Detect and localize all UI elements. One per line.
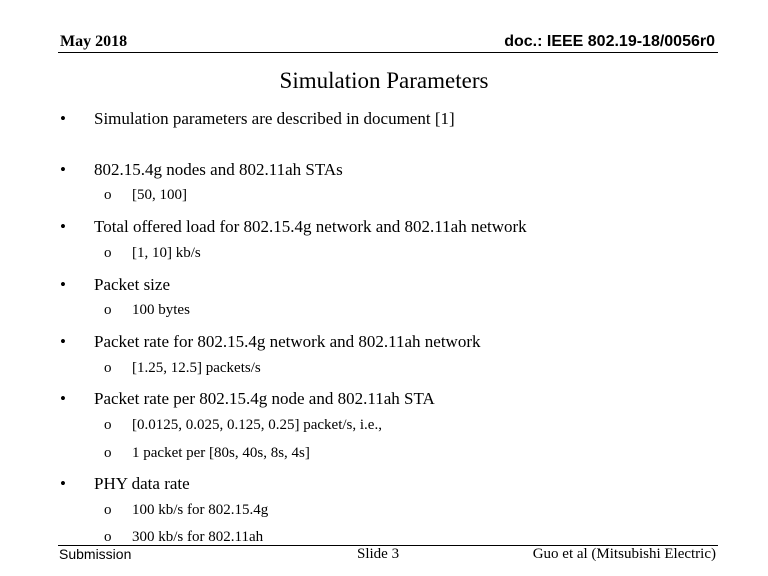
sub-bullet-packet-intervals: 1 packet per [80s, 40s, 8s, 4s] — [132, 445, 310, 461]
sub-bullet-phy-rate-11ah: 300 kb/s for 802.11ah — [132, 529, 264, 545]
sub-bullet-per-node-rates: [0.0125, 0.025, 0.125, 0.25] packet/s, i.e., — [132, 417, 382, 433]
sub-bullet-load-range: [1, 10] kb/s — [132, 245, 201, 261]
footer-slide-number: Slide 3 — [357, 546, 400, 562]
bullet-mark: • — [60, 109, 66, 128]
bullet-mark: • — [60, 217, 66, 236]
bullet-mark: • — [60, 474, 66, 493]
bullet-mark: • — [60, 275, 66, 294]
sub-bullet-mark: o — [104, 187, 112, 203]
bullet-total-offered-load: Total offered load for 802.15.4g network and 802.11ah network — [94, 217, 527, 236]
sub-bullet-node-range: [50, 100] — [132, 187, 187, 203]
sub-bullet-mark: o — [104, 445, 112, 461]
header-date: May 2018 — [60, 33, 128, 50]
bullet-packet-rate-network: Packet rate for 802.15.4g network and 802.11ah network — [94, 332, 481, 351]
footer-authors: Guo et al (Mitsubishi Electric) — [532, 546, 716, 562]
bullet-mark: • — [60, 332, 66, 351]
bullet-mark: • — [60, 160, 66, 179]
sub-bullet-mark: o — [104, 502, 112, 518]
bullet-packet-rate-per-node: Packet rate per 802.15.4g node and 802.11ah STA — [94, 389, 435, 408]
sub-bullet-mark: o — [104, 302, 112, 318]
bullet-mark: • — [60, 389, 66, 408]
bullet-nodes-and-stas: 802.15.4g nodes and 802.11ah STAs — [94, 160, 343, 179]
slide-title: Simulation Parameters — [279, 68, 489, 93]
sub-bullet-phy-rate-154g: 100 kb/s for 802.15.4g — [132, 502, 269, 518]
footer-submission: Submission — [59, 546, 132, 562]
bullet-simulation-parameters: Simulation parameters are described in document [1] — [94, 109, 455, 128]
header-doc-id: doc.: IEEE 802.19-18/0056r0 — [504, 33, 715, 50]
sub-bullet-mark: o — [104, 360, 112, 376]
bullet-packet-size: Packet size — [94, 275, 170, 294]
header-divider — [58, 52, 718, 53]
bullet-phy-data-rate: PHY data rate — [94, 474, 190, 493]
sub-bullet-packet-size: 100 bytes — [132, 302, 190, 318]
sub-bullet-mark: o — [104, 529, 112, 545]
sub-bullet-packet-rate-range: [1.25, 12.5] packets/s — [132, 360, 261, 376]
sub-bullet-mark: o — [104, 417, 112, 433]
sub-bullet-mark: o — [104, 245, 112, 261]
